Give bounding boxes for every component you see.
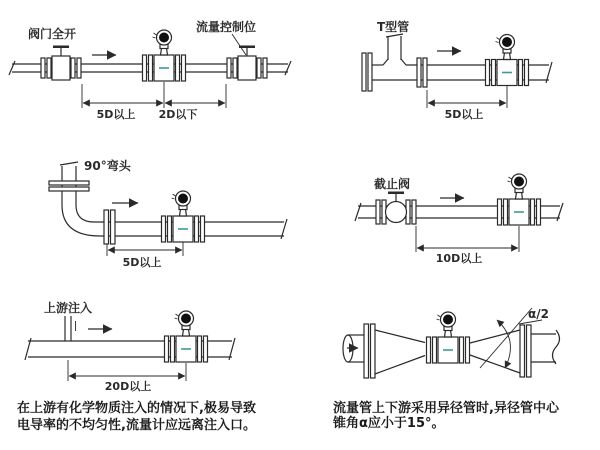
dim-label: 2D以下 xyxy=(158,108,198,121)
t-pipe-label: T型管 xyxy=(377,20,410,34)
cone-angle-label: α/2 xyxy=(528,307,549,321)
caption-left xyxy=(17,401,317,435)
dim-label: 10D以上 xyxy=(435,252,483,265)
dimension-downstream xyxy=(159,84,226,121)
gate-valve-icon xyxy=(41,46,81,81)
stop-valve-label: 截止阀 xyxy=(374,177,411,191)
caption-left-line2: 电导率的不均匀性,流量计应远离注入口。 xyxy=(17,417,256,433)
panel-reducer-cone xyxy=(343,307,560,378)
dimension-upstream xyxy=(107,242,183,269)
injection-label: 上游注入 xyxy=(44,301,93,315)
dimension-upstream xyxy=(68,360,186,393)
right-reducer-cone xyxy=(470,330,520,373)
left-pipe xyxy=(343,324,375,378)
control-valve-icon xyxy=(227,46,267,81)
caption-right-line2: 锥角α应小于15°。 xyxy=(333,415,445,431)
flow-control-label: 流量控制位 xyxy=(196,20,257,34)
caption-right xyxy=(333,402,595,432)
panel-elbow-90 xyxy=(49,158,287,269)
dim-label: 5D以上 xyxy=(122,256,162,269)
valve-open-label: 阀门全开 xyxy=(28,27,77,41)
flowmeter-icon xyxy=(427,312,470,363)
dim-label: 5D以上 xyxy=(96,108,136,121)
dimension-upstream xyxy=(416,226,519,265)
panel-stop-valve xyxy=(355,174,563,265)
pipe-break-icon xyxy=(553,330,560,364)
caption-left-line1: 在上游有化学物质注入的情况下,极易导致 xyxy=(17,401,256,416)
leader-line xyxy=(232,34,246,55)
panel-t-pipe xyxy=(362,19,552,121)
injection-tube xyxy=(65,316,76,341)
t-branch xyxy=(383,34,406,65)
flange-pair xyxy=(104,210,115,244)
panel-valve-full-open xyxy=(9,19,291,121)
elbow-label: 90°弯头 xyxy=(84,159,131,173)
flowmeter-icon xyxy=(165,311,208,362)
flowmeter-icon xyxy=(486,35,529,86)
caption-right-line1: 流量管上下游采用异径管时,异径管中心 xyxy=(333,401,559,416)
right-pipe xyxy=(520,325,560,377)
panel-upstream-injection xyxy=(25,300,235,393)
dim-label: 5D以上 xyxy=(444,108,484,121)
end-flange xyxy=(362,53,372,91)
dimension-upstream xyxy=(82,82,164,121)
flowmeter-icon xyxy=(143,30,186,81)
flowmeter-icon xyxy=(498,174,541,225)
dimension-upstream xyxy=(427,86,507,121)
left-reducer-cone xyxy=(375,330,425,374)
globe-valve-icon xyxy=(376,192,416,225)
flange-pair xyxy=(417,58,427,87)
flowmeter-icon xyxy=(162,191,205,242)
dim-label: 20D以上 xyxy=(104,380,152,393)
